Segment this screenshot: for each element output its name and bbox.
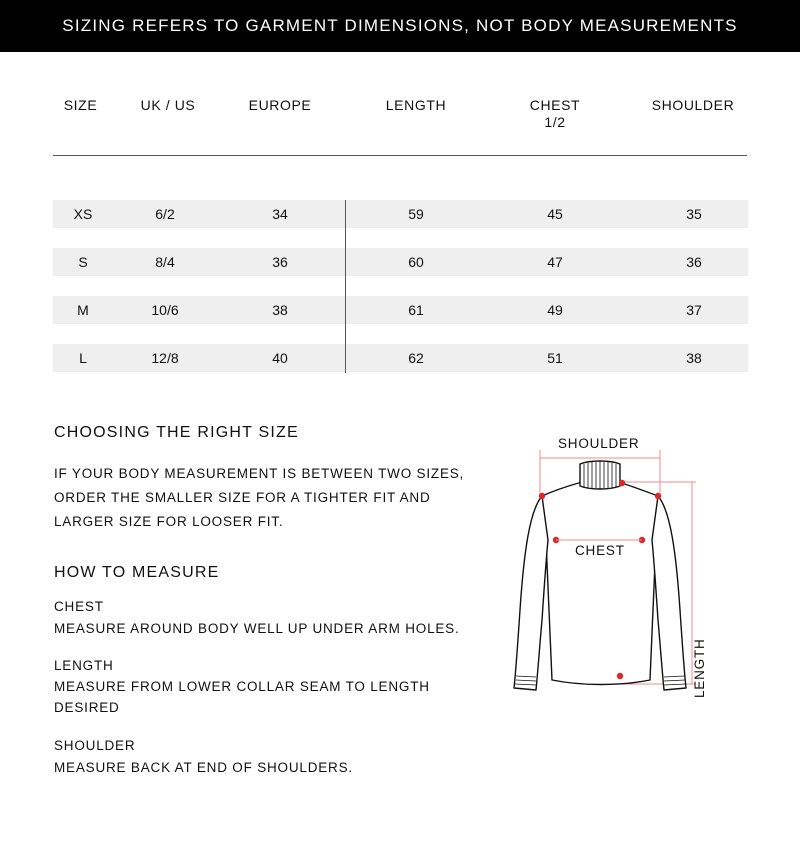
cell-length: 60 [408, 254, 424, 270]
length-title: LENGTH [54, 658, 114, 673]
choosing-line: LARGER SIZE FOR LOOSER FIT. [54, 514, 284, 529]
cell-chest: 49 [547, 302, 563, 318]
cell-shoulder: 38 [686, 350, 702, 366]
shoulder-title: SHOULDER [54, 738, 136, 753]
header-chest [515, 97, 595, 131]
header-shoulder: SHOULDER [651, 97, 735, 113]
shoulder-label: SHOULDER [558, 436, 640, 451]
length-text [54, 676, 430, 718]
cell-chest: 51 [547, 350, 563, 366]
table-row [53, 200, 748, 228]
cell-uk-us: 10/6 [151, 302, 179, 318]
choosing-size-title: CHOOSING THE RIGHT SIZE [54, 424, 299, 441]
header-divider [53, 155, 747, 156]
header-length: LENGTH [385, 97, 447, 113]
cell-length: 59 [408, 206, 424, 222]
cell-europe: 36 [272, 254, 288, 270]
length-line: DESIRED [54, 700, 120, 715]
cell-europe: 34 [272, 206, 288, 222]
cell-shoulder: 37 [686, 302, 702, 318]
cell-chest: 47 [547, 254, 563, 270]
cell-uk-us: 8/4 [155, 254, 175, 270]
measurement-diagram [500, 430, 740, 720]
shoulder-text: MEASURE BACK AT END OF SHOULDERS. [54, 760, 353, 775]
table-row [53, 296, 748, 324]
header-uk-us: UK / US [140, 97, 196, 113]
table-row [53, 248, 748, 276]
cell-length: 62 [408, 350, 424, 366]
chest-text: MEASURE AROUND BODY WELL UP UNDER ARM HOLES. [54, 621, 460, 636]
cell-chest: 45 [547, 206, 563, 222]
chest-label: CHEST [575, 543, 625, 558]
page-banner: SIZING REFERS TO GARMENT DIMENSIONS, NOT BODY MEASUREMENTS [0, 0, 800, 52]
cell-uk-us: 12/8 [151, 350, 179, 366]
header-chest-sub: 1/2 [544, 114, 566, 130]
how-to-measure-title: HOW TO MEASURE [54, 564, 220, 581]
header-chest-label: CHEST [529, 97, 581, 113]
cell-size: S [78, 254, 88, 270]
choosing-size-text [54, 462, 464, 534]
length-line: MEASURE FROM LOWER COLLAR SEAM TO LENGTH [54, 679, 430, 694]
header-europe: EUROPE [248, 97, 312, 113]
chest-title: CHEST [54, 599, 104, 614]
cell-europe: 40 [272, 350, 288, 366]
column-divider [345, 200, 346, 373]
choosing-line: IF YOUR BODY MEASUREMENT IS BETWEEN TWO SIZES, [54, 466, 465, 481]
cell-shoulder: 36 [686, 254, 702, 270]
cell-europe: 38 [272, 302, 288, 318]
cell-size: M [77, 302, 89, 318]
table-row [53, 344, 748, 372]
header-size: SIZE [63, 97, 98, 113]
length-label-text: LENGTH [692, 638, 707, 698]
cell-shoulder: 35 [686, 206, 702, 222]
cell-uk-us: 6/2 [155, 206, 175, 222]
cell-length: 61 [408, 302, 424, 318]
cell-size: XS [73, 206, 93, 222]
cell-size: L [79, 350, 87, 366]
choosing-line: ORDER THE SMALLER SIZE FOR A TIGHTER FIT AND [54, 490, 431, 505]
